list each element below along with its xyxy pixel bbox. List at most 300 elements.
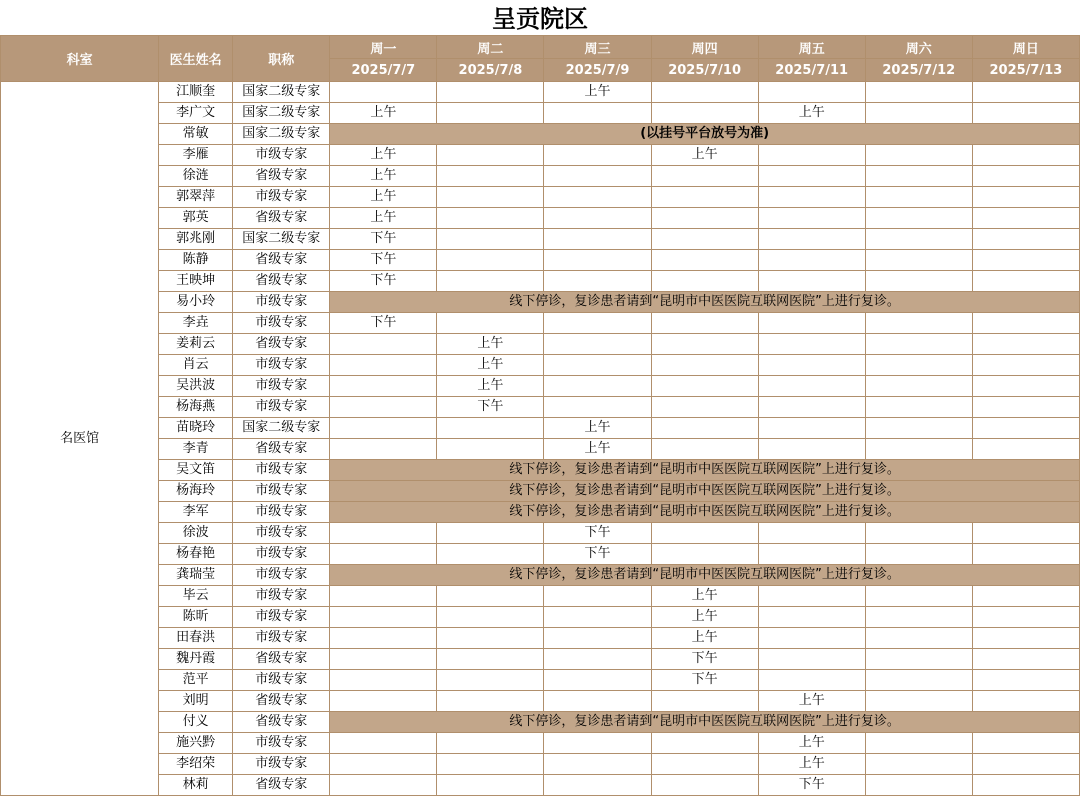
rank-cell: 市级专家 <box>233 313 330 334</box>
table-row <box>1 565 1080 586</box>
table-row <box>1 481 1080 502</box>
schedule-slot-cell <box>651 775 758 796</box>
schedule-slot-cell: 上午 <box>544 82 651 103</box>
schedule-slot-cell <box>330 82 437 103</box>
schedule-slot-cell <box>972 439 1079 460</box>
schedule-slot-cell <box>544 250 651 271</box>
schedule-slot-cell <box>330 607 437 628</box>
rank-cell: 省级专家 <box>233 250 330 271</box>
schedule-slot-cell <box>972 397 1079 418</box>
schedule-slot-cell <box>330 544 437 565</box>
table-body <box>1 82 1080 796</box>
rank-cell: 省级专家 <box>233 334 330 355</box>
table-row <box>1 271 1080 292</box>
notice-banner: 线下停诊，复诊患者请到“昆明市中医医院互联网医院”上进行复诊。 <box>330 502 1080 523</box>
schedule-slot-cell <box>544 229 651 250</box>
doctor-name-cell: 常敏 <box>159 124 233 145</box>
schedule-slot-cell <box>758 313 865 334</box>
schedule-slot-cell <box>437 313 544 334</box>
schedule-slot-cell <box>330 691 437 712</box>
schedule-slot-cell <box>865 523 972 544</box>
schedule-slot-cell <box>865 103 972 124</box>
schedule-slot-cell <box>865 439 972 460</box>
schedule-slot-cell <box>972 313 1079 334</box>
schedule-slot-cell <box>437 82 544 103</box>
schedule-slot-cell <box>437 271 544 292</box>
weekday-header: 周六 <box>865 36 972 59</box>
schedule-slot-cell: 上午 <box>651 586 758 607</box>
doctor-name-cell: 施兴黔 <box>159 733 233 754</box>
schedule-slot-cell <box>972 334 1079 355</box>
doctor-name-cell: 王映坤 <box>159 271 233 292</box>
table-row <box>1 103 1080 124</box>
rank-cell: 市级专家 <box>233 670 330 691</box>
schedule-slot-cell <box>330 754 437 775</box>
schedule-slot-cell <box>972 523 1079 544</box>
rank-cell: 省级专家 <box>233 271 330 292</box>
table-row <box>1 586 1080 607</box>
rank-cell: 市级专家 <box>233 376 330 397</box>
table-row <box>1 124 1080 145</box>
schedule-slot-cell <box>972 82 1079 103</box>
schedule-slot-cell <box>330 586 437 607</box>
rank-cell: 市级专家 <box>233 565 330 586</box>
schedule-slot-cell <box>865 607 972 628</box>
rank-cell: 市级专家 <box>233 628 330 649</box>
rank-cell: 省级专家 <box>233 439 330 460</box>
schedule-slot-cell: 上午 <box>437 376 544 397</box>
table-row <box>1 712 1080 733</box>
schedule-slot-cell <box>972 208 1079 229</box>
schedule-slot-cell: 上午 <box>651 628 758 649</box>
schedule-slot-cell <box>651 271 758 292</box>
doctor-name-cell: 李军 <box>159 502 233 523</box>
rank-cell: 市级专家 <box>233 292 330 313</box>
date-header: 2025/7/10 <box>651 59 758 82</box>
schedule-slot-cell: 上午 <box>437 355 544 376</box>
schedule-slot-cell <box>758 250 865 271</box>
rank-cell: 市级专家 <box>233 607 330 628</box>
schedule-slot-cell <box>437 229 544 250</box>
schedule-slot-cell: 上午 <box>758 691 865 712</box>
schedule-slot-cell <box>758 355 865 376</box>
schedule-slot-cell <box>437 586 544 607</box>
date-header: 2025/7/9 <box>544 59 651 82</box>
schedule-slot-cell <box>544 754 651 775</box>
schedule-slot-cell <box>758 145 865 166</box>
schedule-slot-cell <box>544 775 651 796</box>
schedule-slot-cell <box>544 397 651 418</box>
schedule-slot-cell: 下午 <box>758 775 865 796</box>
doctor-name-cell: 郭英 <box>159 208 233 229</box>
table-row <box>1 229 1080 250</box>
rank-cell: 省级专家 <box>233 712 330 733</box>
rank-cell: 市级专家 <box>233 145 330 166</box>
schedule-slot-cell <box>651 334 758 355</box>
doctor-name-cell: 田春洪 <box>159 628 233 649</box>
schedule-slot-cell <box>758 82 865 103</box>
schedule-slot-cell <box>437 628 544 649</box>
table-row <box>1 334 1080 355</box>
doctor-name-cell: 魏丹霞 <box>159 649 233 670</box>
weekday-header: 周五 <box>758 36 865 59</box>
table-header <box>1 36 1080 82</box>
doctor-name-cell: 李雁 <box>159 145 233 166</box>
schedule-slot-cell: 上午 <box>437 334 544 355</box>
doctor-name-cell: 付义 <box>159 712 233 733</box>
schedule-slot-cell <box>330 523 437 544</box>
schedule-slot-cell <box>544 649 651 670</box>
table-row <box>1 607 1080 628</box>
schedule-slot-cell: 上午 <box>330 187 437 208</box>
table-row <box>1 775 1080 796</box>
rank-cell: 省级专家 <box>233 166 330 187</box>
schedule-slot-cell <box>865 586 972 607</box>
schedule-slot-cell <box>544 376 651 397</box>
schedule-slot-cell <box>865 166 972 187</box>
schedule-slot-cell <box>972 229 1079 250</box>
schedule-slot-cell <box>651 754 758 775</box>
schedule-slot-cell <box>437 523 544 544</box>
schedule-slot-cell <box>651 313 758 334</box>
schedule-slot-cell <box>330 439 437 460</box>
table-row <box>1 418 1080 439</box>
schedule-slot-cell <box>544 691 651 712</box>
schedule-slot-cell <box>758 523 865 544</box>
date-header: 2025/7/8 <box>437 59 544 82</box>
schedule-slot-cell <box>544 334 651 355</box>
schedule-slot-cell <box>865 145 972 166</box>
schedule-slot-cell <box>972 250 1079 271</box>
schedule-slot-cell <box>865 355 972 376</box>
schedule-slot-cell <box>544 313 651 334</box>
schedule-slot-cell: 上午 <box>544 439 651 460</box>
rank-cell: 国家二级专家 <box>233 418 330 439</box>
schedule-slot-cell <box>865 187 972 208</box>
doctor-name-cell: 刘明 <box>159 691 233 712</box>
schedule-slot-cell <box>651 82 758 103</box>
table-row <box>1 187 1080 208</box>
schedule-slot-cell <box>544 103 651 124</box>
schedule-slot-cell <box>437 754 544 775</box>
schedule-slot-cell <box>865 229 972 250</box>
schedule-slot-cell <box>865 649 972 670</box>
doctor-name-cell: 杨春艳 <box>159 544 233 565</box>
weekday-header: 周日 <box>972 36 1079 59</box>
schedule-slot-cell <box>651 439 758 460</box>
rank-cell: 市级专家 <box>233 481 330 502</box>
schedule-slot-cell: 下午 <box>651 649 758 670</box>
schedule-slot-cell <box>865 691 972 712</box>
doctor-name-cell: 肖云 <box>159 355 233 376</box>
doctor-name-cell: 杨海燕 <box>159 397 233 418</box>
weekday-header: 周一 <box>330 36 437 59</box>
schedule-slot-cell <box>437 649 544 670</box>
schedule-slot-cell <box>330 775 437 796</box>
schedule-slot-cell <box>437 439 544 460</box>
schedule-slot-cell <box>758 376 865 397</box>
schedule-slot-cell <box>544 187 651 208</box>
doctor-name-cell: 江顺奎 <box>159 82 233 103</box>
schedule-slot-cell <box>330 418 437 439</box>
schedule-slot-cell <box>972 544 1079 565</box>
schedule-slot-cell <box>865 208 972 229</box>
schedule-slot-cell: 下午 <box>330 313 437 334</box>
table-row <box>1 754 1080 775</box>
schedule-slot-cell <box>330 376 437 397</box>
rank-cell: 市级专家 <box>233 733 330 754</box>
schedule-slot-cell: 上午 <box>330 103 437 124</box>
doctor-name-cell: 陈静 <box>159 250 233 271</box>
table-row <box>1 544 1080 565</box>
table-row <box>1 208 1080 229</box>
schedule-slot-cell <box>437 775 544 796</box>
schedule-slot-cell: 下午 <box>330 271 437 292</box>
schedule-slot-cell: 下午 <box>544 523 651 544</box>
rank-cell: 市级专家 <box>233 397 330 418</box>
schedule-slot-cell <box>865 628 972 649</box>
schedule-slot-cell <box>972 586 1079 607</box>
doctor-name-cell: 李广文 <box>159 103 233 124</box>
department-cell: 名医馆 <box>1 82 159 796</box>
doctor-name-cell: 李青 <box>159 439 233 460</box>
schedule-slot-cell <box>865 754 972 775</box>
schedule-slot-cell <box>758 208 865 229</box>
doctor-name-cell: 郭翠萍 <box>159 187 233 208</box>
weekday-header: 周二 <box>437 36 544 59</box>
table-row <box>1 292 1080 313</box>
schedule-slot-cell <box>437 691 544 712</box>
notice-banner: 线下停诊，复诊患者请到“昆明市中医医院互联网医院”上进行复诊。 <box>330 460 1080 481</box>
schedule-slot-cell <box>865 670 972 691</box>
schedule-slot-cell <box>972 103 1079 124</box>
doctor-name-cell: 郭兆刚 <box>159 229 233 250</box>
notice-banner: 线下停诊，复诊患者请到“昆明市中医医院互联网医院”上进行复诊。 <box>330 292 1080 313</box>
schedule-slot-cell <box>651 208 758 229</box>
schedule-slot-cell: 上午 <box>330 208 437 229</box>
rank-cell: 省级专家 <box>233 208 330 229</box>
schedule-slot-cell <box>437 166 544 187</box>
schedule-slot-cell <box>758 607 865 628</box>
schedule-slot-cell <box>437 418 544 439</box>
schedule-slot-cell <box>865 544 972 565</box>
schedule-slot-cell <box>972 775 1079 796</box>
table-row <box>1 397 1080 418</box>
doctor-header: 医生姓名 <box>159 36 233 82</box>
schedule-slot-cell <box>544 670 651 691</box>
schedule-slot-cell <box>330 355 437 376</box>
schedule-slot-cell <box>330 397 437 418</box>
notice-banner: 线下停诊，复诊患者请到“昆明市中医医院互联网医院”上进行复诊。 <box>330 565 1080 586</box>
schedule-slot-cell <box>865 775 972 796</box>
schedule-slot-cell <box>651 250 758 271</box>
rank-cell: 国家二级专家 <box>233 82 330 103</box>
schedule-slot-cell: 上午 <box>544 418 651 439</box>
rank-cell: 市级专家 <box>233 460 330 481</box>
schedule-slot-cell <box>865 82 972 103</box>
schedule-slot-cell <box>437 145 544 166</box>
schedule-slot-cell <box>972 649 1079 670</box>
doctor-name-cell: 徐波 <box>159 523 233 544</box>
schedule-slot-cell <box>972 691 1079 712</box>
schedule-slot-cell <box>865 397 972 418</box>
doctor-name-cell: 吴文笛 <box>159 460 233 481</box>
schedule-slot-cell <box>758 439 865 460</box>
schedule-slot-cell <box>972 628 1079 649</box>
dept-header: 科室 <box>1 36 159 82</box>
date-header: 2025/7/13 <box>972 59 1079 82</box>
schedule-slot-cell: 上午 <box>651 607 758 628</box>
schedule-slot-cell <box>437 103 544 124</box>
schedule-slot-cell <box>544 355 651 376</box>
table-row <box>1 376 1080 397</box>
table-row <box>1 166 1080 187</box>
schedule-slot-cell: 下午 <box>651 670 758 691</box>
schedule-slot-cell <box>437 607 544 628</box>
doctor-name-cell: 陈昕 <box>159 607 233 628</box>
schedule-slot-cell <box>865 271 972 292</box>
schedule-slot-cell <box>865 313 972 334</box>
schedule-slot-cell <box>865 418 972 439</box>
schedule-slot-cell <box>651 544 758 565</box>
notice-banner: 线下停诊，复诊患者请到“昆明市中医医院互联网医院”上进行复诊。 <box>330 481 1080 502</box>
schedule-slot-cell: 下午 <box>330 250 437 271</box>
rank-header: 职称 <box>233 36 330 82</box>
schedule-slot-cell <box>972 754 1079 775</box>
rank-cell: 国家二级专家 <box>233 229 330 250</box>
table-row <box>1 460 1080 481</box>
schedule-slot-cell <box>330 649 437 670</box>
doctor-name-cell: 龚瑞莹 <box>159 565 233 586</box>
doctor-name-cell: 吴洪波 <box>159 376 233 397</box>
schedule-slot-cell <box>651 103 758 124</box>
doctor-name-cell: 苗晓玲 <box>159 418 233 439</box>
rank-cell: 国家二级专家 <box>233 124 330 145</box>
table-row <box>1 628 1080 649</box>
schedule-slot-cell: 上午 <box>758 103 865 124</box>
schedule-slot-cell <box>544 208 651 229</box>
table-row <box>1 355 1080 376</box>
schedule-slot-cell <box>651 187 758 208</box>
table-row <box>1 691 1080 712</box>
schedule-slot-cell <box>651 397 758 418</box>
schedule-slot-cell <box>330 670 437 691</box>
schedule-slot-cell: 下午 <box>330 229 437 250</box>
rank-cell: 市级专家 <box>233 586 330 607</box>
schedule-slot-cell: 上午 <box>758 733 865 754</box>
schedule-slot-cell <box>437 670 544 691</box>
schedule-slot-cell <box>972 670 1079 691</box>
schedule-slot-cell <box>651 166 758 187</box>
table-row <box>1 670 1080 691</box>
schedule-slot-cell <box>865 376 972 397</box>
schedule-slot-cell <box>758 334 865 355</box>
schedule-slot-cell <box>865 250 972 271</box>
schedule-slot-cell <box>330 733 437 754</box>
schedule-slot-cell <box>758 166 865 187</box>
schedule-slot-cell <box>865 733 972 754</box>
schedule-slot-cell: 上午 <box>758 754 865 775</box>
schedule-slot-cell <box>330 628 437 649</box>
rank-cell: 省级专家 <box>233 775 330 796</box>
rank-cell: 市级专家 <box>233 523 330 544</box>
table-row <box>1 250 1080 271</box>
doctor-name-cell: 毕云 <box>159 586 233 607</box>
table-row <box>1 313 1080 334</box>
notice-banner: 线下停诊，复诊患者请到“昆明市中医医院互联网医院”上进行复诊。 <box>330 712 1080 733</box>
schedule-slot-cell <box>758 670 865 691</box>
schedule-slot-cell <box>544 628 651 649</box>
table-row <box>1 733 1080 754</box>
schedule-slot-cell <box>651 355 758 376</box>
schedule-slot-cell: 上午 <box>330 145 437 166</box>
schedule-slot-cell: 下午 <box>437 397 544 418</box>
schedule-slot-cell <box>758 271 865 292</box>
date-header: 2025/7/7 <box>330 59 437 82</box>
table-row <box>1 649 1080 670</box>
schedule-slot-cell <box>544 271 651 292</box>
rank-cell: 市级专家 <box>233 754 330 775</box>
schedule-slot-cell <box>758 628 865 649</box>
rank-cell: 市级专家 <box>233 355 330 376</box>
schedule-slot-cell <box>758 187 865 208</box>
schedule-slot-cell <box>865 334 972 355</box>
schedule-slot-cell <box>651 691 758 712</box>
schedule-slot-cell <box>437 544 544 565</box>
schedule-slot-cell <box>437 733 544 754</box>
rank-cell: 省级专家 <box>233 649 330 670</box>
schedule-slot-cell <box>972 271 1079 292</box>
schedule-slot-cell <box>972 607 1079 628</box>
schedule-slot-cell <box>758 229 865 250</box>
schedule-slot-cell <box>651 733 758 754</box>
schedule-slot-cell <box>972 355 1079 376</box>
doctor-name-cell: 易小玲 <box>159 292 233 313</box>
schedule-slot-cell <box>437 187 544 208</box>
weekday-header: 周三 <box>544 36 651 59</box>
schedule-slot-cell: 上午 <box>330 166 437 187</box>
schedule-slot-cell <box>972 145 1079 166</box>
schedule-slot-cell <box>972 166 1079 187</box>
schedule-slot-cell: 下午 <box>544 544 651 565</box>
schedule-slot-cell <box>758 397 865 418</box>
schedule-slot-cell <box>437 208 544 229</box>
schedule-slot-cell <box>972 733 1079 754</box>
notice-banner: (以挂号平台放号为准) <box>330 124 1080 145</box>
schedule-slot-cell <box>758 586 865 607</box>
rank-cell: 市级专家 <box>233 187 330 208</box>
date-header: 2025/7/11 <box>758 59 865 82</box>
doctor-name-cell: 徐涟 <box>159 166 233 187</box>
rank-cell: 市级专家 <box>233 502 330 523</box>
table-row <box>1 145 1080 166</box>
page-title: 呈贡院区 <box>492 5 588 33</box>
table-row <box>1 523 1080 544</box>
schedule-slot-cell <box>544 607 651 628</box>
date-header: 2025/7/12 <box>865 59 972 82</box>
weekday-header: 周四 <box>651 36 758 59</box>
schedule-table <box>0 35 1080 796</box>
schedule-slot-cell <box>758 544 865 565</box>
doctor-name-cell: 李垚 <box>159 313 233 334</box>
schedule-slot-cell <box>972 187 1079 208</box>
schedule-slot-cell <box>651 418 758 439</box>
doctor-name-cell: 林莉 <box>159 775 233 796</box>
schedule-slot-cell <box>651 523 758 544</box>
schedule-slot-cell <box>758 418 865 439</box>
doctor-name-cell: 范平 <box>159 670 233 691</box>
doctor-name-cell: 李绍荣 <box>159 754 233 775</box>
